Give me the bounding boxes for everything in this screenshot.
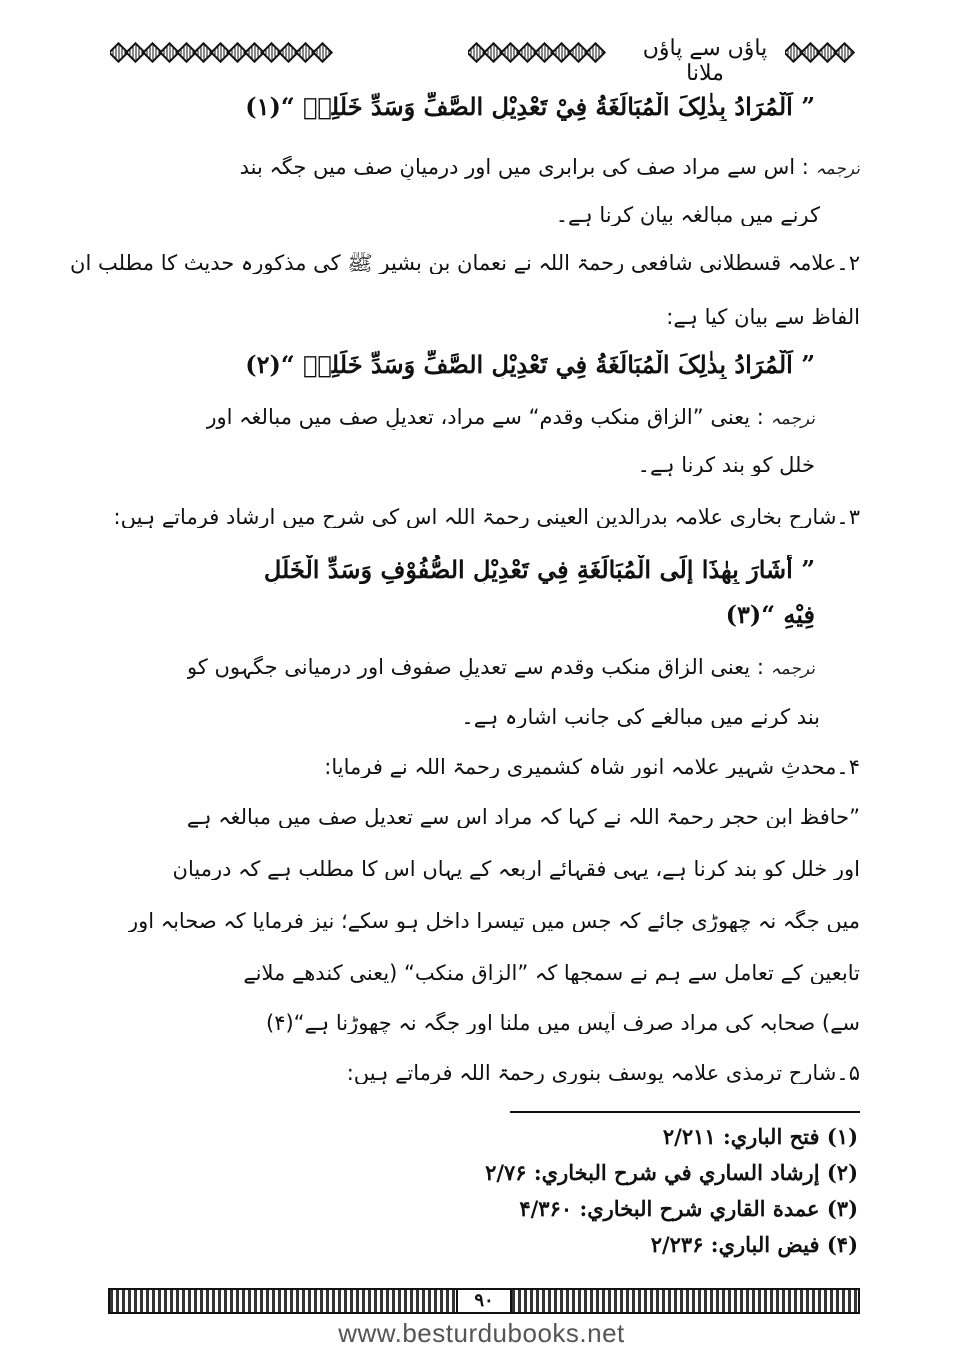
text-line: الفاظ سے بیان کیا ہے: [666, 306, 860, 328]
footnote-divider [510, 1111, 860, 1113]
quote-line: سے) صحابہ کی مراد صرف آپس میں ملنا اور جگہ نہ چھوڑنا ہے“(۴) [265, 1012, 860, 1034]
quote-line: اور خلل کو بند کرنا ہے، یہی فقہائے اربعہ کے یہاں اس کا مطلب ہے کہ درمیان [172, 858, 860, 880]
footnote-2: (۲) إرشاد الساري في شرح البخاري: ۲/۷۶ [485, 1160, 858, 1185]
translation-label: ترجمہ [770, 659, 815, 679]
footnote-4: (۴) فيض الباري: ۲/۲۳۶ [650, 1232, 858, 1257]
footnote-3: (۳) عمدة القاري شرح البخاري: ۴/۳۶۰ [519, 1196, 858, 1221]
text-line: ۴۔محدثِ شہیر علامہ انور شاہ کشمیری رحمۃ اللہ نے فرمایا: [324, 756, 860, 778]
running-title: پاؤں سے پاؤں ملانا [642, 36, 768, 86]
arabic-quote-3-end: فِيْهِ “(۳) [725, 600, 815, 629]
body-text [70, 0, 860, 1100]
arabic-quote-3: ” أَشَارَ بِهٰذَا إِلَى الْمُبَالَغَةِ فِي تَعْدِيْلِ الصُّفُوْفِ وَسَدِّ الْخَلَلِ [263, 555, 815, 584]
quote-line: ”حافظ ابن حجر رحمۃ اللہ نے کہا کہ مراد اس سے تعدیلِ صف میں مبالغہ ہے [186, 806, 860, 828]
translation-line [240, 156, 860, 180]
footnote-1: (۱) فتح الباري: ۲/۲۱۱ [662, 1124, 858, 1149]
text-line: ۳۔شارحِ بخاری علامہ بدرالدین العینی رحمۃ اللہ اس کی شرح میں ارشاد فرماتے ہیں: [113, 506, 860, 528]
text-line: بند کرنے میں مبالغے کی جانب اشارہ ہے۔ [461, 706, 820, 728]
text-line: ۵۔شارحِ ترمذی علامہ یوسف بنوری رحمۃ اللہ فرماتے ہیں: [346, 1062, 860, 1084]
translation-text: : یعنی الزاقِ منکب وقدم سے تعدیلِ صفوف اور درمیانی جگہوں کو [186, 656, 764, 679]
page-number: ۹۰ [456, 1290, 512, 1312]
arabic-quote-2: ” اَلْمُرَادُ بِذٰلِکَ الْمُبَالَغَةُ فِي تَعْدِيْلِ الصَّفِّ وَسَدِّ خَلَلِهٖ “(۲) [245, 350, 815, 379]
translation-text: : یعنی ”الزاقِ منکب وقدم“ سے مراد، تعدیلِ صف میں مبالغہ اور [206, 406, 764, 429]
text-line: خلل کو بند کرنا ہے۔ [637, 454, 815, 476]
translation-line [187, 656, 815, 680]
translation-text: : اس سے مراد صف کی برابری میں اور درمیانِ صف میں جگہ بند [239, 156, 809, 179]
quote-line: میں جگہ نہ چھوڑی جائے کہ جس میں تیسرا داخل ہو سکے؛ نیز فرمایا کہ صحابہ اور [127, 910, 860, 932]
website-watermark: www.besturdubooks.net [338, 1318, 625, 1348]
translation-line [206, 406, 815, 430]
text-line: کرنے میں مبالغہ بیان کرنا ہے۔ [555, 204, 820, 226]
translation-label: ترجمہ [815, 159, 860, 179]
text-line: ۲۔علامہ قسطلانی شافعی رحمۃ اللہ نے نعمان بن بشیر ﷺ کی مذکورہ حدیث کا مطلب ان [70, 252, 860, 274]
footer-ornament-bar [108, 1288, 860, 1314]
footer-ornament-right [512, 1290, 858, 1312]
arabic-quote-1: ” اَلْمُرَادُ بِذٰلِکَ الْمُبَالَغَةُ فِيْ تَعْدِيْلِ الصَّفِّ وَسَدِّ خَلَلِهٖ “(۱) [245, 92, 815, 121]
translation-label: ترجمہ [770, 409, 815, 429]
quote-line: تابعین کے تعامل سے ہم نے سمجھا کہ ”الزاقِ منکب“ (یعنی کندھے ملانے [243, 962, 860, 984]
footer-ornament-left [110, 1290, 456, 1312]
